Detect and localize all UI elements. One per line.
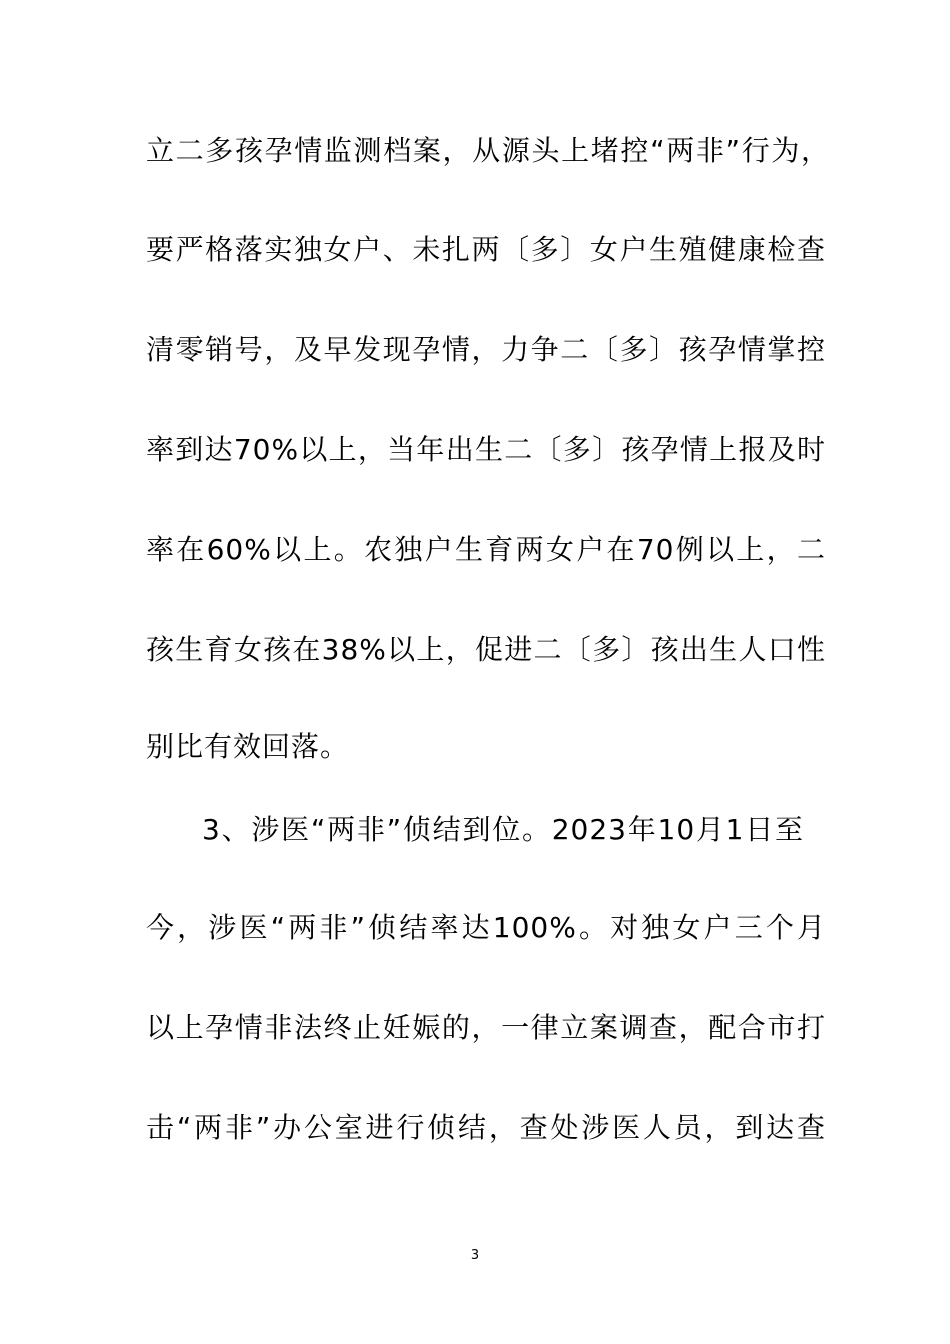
text-line-10: 以上孕情非法终止妊娠的，一律立案调查，配合市打 [146,1011,826,1044]
page-number: 3 [470,1248,480,1263]
text-line-2: 要严格落实独女户、未扎两〔多〕女户生殖健康检查 [146,233,826,266]
text-line-7: 别比有效回落。 [146,730,350,763]
text-line-3: 清零销号，及早发现孕情，力争二〔多〕孩孕情掌控 [146,333,826,366]
text-line-9: 今，涉医“两非”侦结率达100%。对独女户三个月 [146,911,826,944]
text-line-4: 率到达70%以上，当年出生二〔多〕孩孕情上报及时 [146,433,826,466]
text-line-8: 3、涉医“两非”侦结到位。2023年10月1日至 [202,813,804,846]
text-line-11: 击“两非”办公室进行侦结，查处涉医人员，到达查 [146,1111,826,1144]
text-line-6: 孩生育女孩在38%以上，促进二〔多〕孩出生人口性 [146,633,826,666]
text-line-1: 立二多孩孕情监测档案，从源头上堵控“两非”行为， [146,134,830,167]
text-line-5: 率在60%以上。农独户生育两女户在70例以上，二 [146,533,826,566]
